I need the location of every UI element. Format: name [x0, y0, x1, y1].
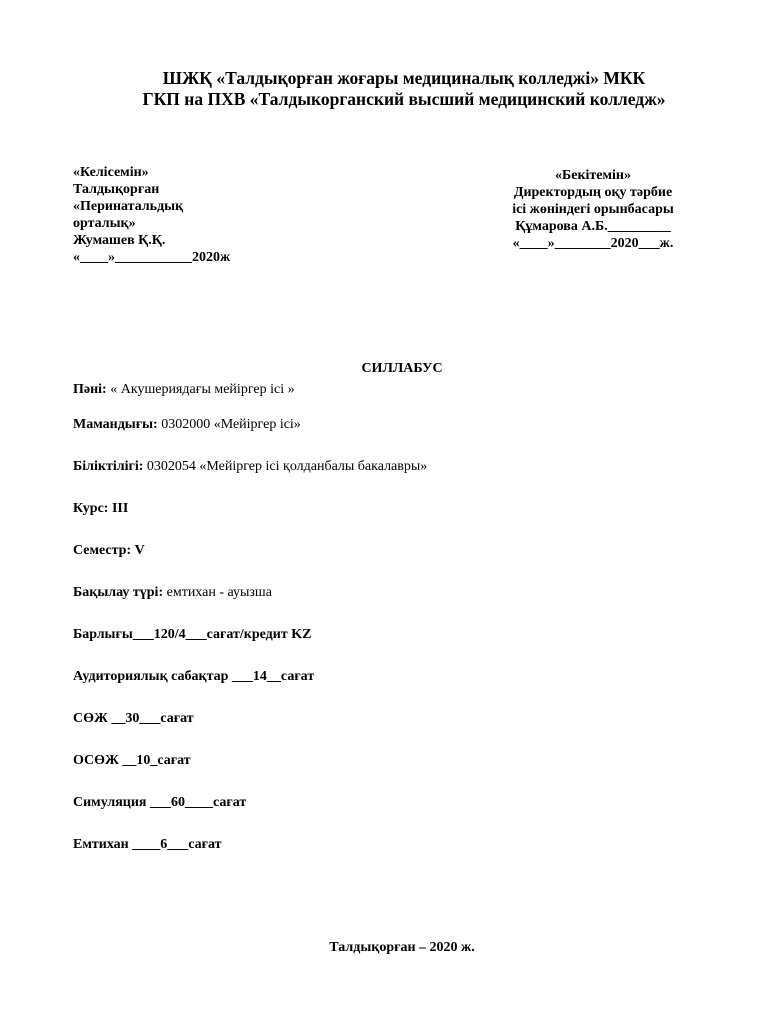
- approval-line: Директордың оқу тәрбие: [513, 185, 673, 200]
- field-control-type: [73, 584, 272, 601]
- approval-signatory: Құмарова А.Б._________: [515, 219, 671, 234]
- document-title: СИЛЛАБУС: [361, 361, 443, 376]
- agreement-block: [73, 164, 253, 266]
- college-header: [0, 68, 768, 110]
- agreement-line: «Перинатальдық: [73, 199, 184, 214]
- field-label: Бақылау түрі:: [73, 585, 164, 600]
- field-course: Курс: III: [73, 501, 129, 516]
- agreement-signatory: Жумашев Қ.Қ.: [73, 233, 166, 248]
- field-label: Біліктілігі:: [73, 459, 144, 474]
- field-simulation-hours: Симуляция ___60____сағат: [73, 795, 247, 810]
- field-value: 0302054 «Мейіргер ісі қолданбалы бакалавры»: [143, 459, 428, 474]
- field-total-hours: Барлығы___120/4___сағат/кредит KZ: [73, 627, 312, 642]
- agreement-line: орталық»: [73, 216, 136, 231]
- agreement-title: «Келісемін»: [73, 165, 149, 180]
- agreement-date: «____»___________2020ж: [73, 250, 231, 265]
- field-osozh-hours: ОСӨЖ __10_сағат: [73, 753, 191, 768]
- approval-date: «____»________2020___ж.: [512, 236, 674, 251]
- field-semester: Семестр: V: [73, 543, 145, 558]
- field-sozh-hours: СӨЖ __30___сағат: [73, 711, 194, 726]
- agreement-line: Талдықорған: [73, 182, 160, 197]
- field-value: « Акушериядағы мейіргер ісі »: [106, 382, 295, 397]
- field-subject: [73, 381, 295, 398]
- approval-line: ісі жөніндегі орынбасары: [512, 202, 674, 217]
- field-label: Мамандығы:: [73, 417, 158, 432]
- field-value: 0302000 «Мейіргер ісі»: [157, 417, 301, 432]
- place-and-year: Талдықорған – 2020 ж.: [329, 940, 475, 955]
- field-value: емтихан - ауызша: [163, 585, 272, 600]
- field-auditorium-hours: Аудиториялық сабақтар ___14__сағат: [73, 669, 315, 684]
- field-specialty: [73, 416, 301, 433]
- header-line-russian: ГКП на ПХВ «Талдыкорганский высший медицинский колледж»: [142, 89, 666, 109]
- field-qualification: [73, 458, 427, 475]
- header-line-kazakh: ШЖҚ «Талдықорған жоғары медициналық колледжі» МКК: [162, 68, 646, 88]
- approval-title: «Бекітемін»: [554, 168, 631, 183]
- field-exam-hours: Емтихан ____6___сағат: [73, 837, 222, 852]
- approval-block: [498, 167, 688, 252]
- field-label: Пәні:: [73, 382, 107, 397]
